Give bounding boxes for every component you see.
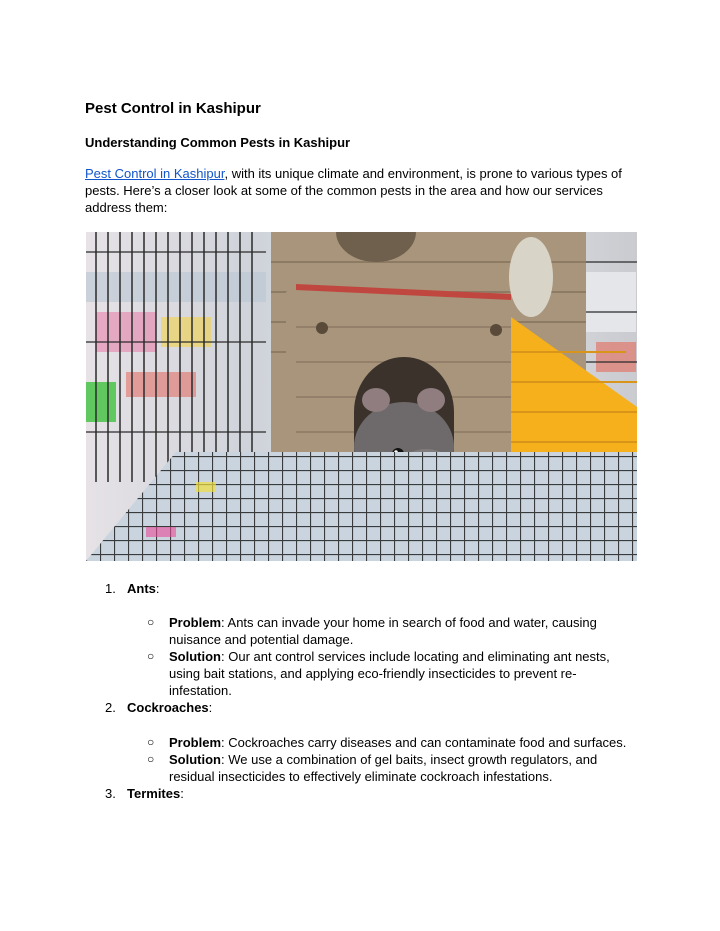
bullet-circle-icon: ○ [147, 615, 155, 629]
intro-text: , with its unique climate and environment, is prone to various types of pests. Here’s a closer look at some of the common pests in the area and how our services address them: [85, 166, 622, 215]
rat-in-house-photo [86, 232, 637, 561]
document-page: Pest Control in Kashipur Understanding Common Pests in Kashipur Pest Control in Kashipur, with its unique climate and environment, is prone to various types of pests. Here’s a closer look at some of the common pests in the area and how our services address them: 1. Ants: ○ Problem: Ants can invade your home in search of food and water, causing nuisance and potential damage. ○ Solution: Our ant control services include locating and eliminating ant nests, using bait stations, and applying eco-friendly insecticides to prevent re-infestation. 2. Cockroaches: ○ Problem: Cockroaches carry diseases and can contaminate food and surfaces. ○ Solution: We use a combination of gel baits, insect growth regulators, and residual insecticides to effectively eliminate cockroach infestations. 3. Termites: [0, 0, 720, 931]
list-number: 3. [105, 786, 116, 801]
bullet-circle-icon: ○ [147, 752, 155, 766]
list-number: 1. [105, 581, 116, 596]
section-subtitle: Understanding Common Pests in Kashipur [85, 135, 351, 150]
list-number: 2. [105, 700, 116, 715]
photo-illustration [86, 232, 637, 561]
bullet-circle-icon: ○ [147, 735, 155, 749]
intro-link[interactable]: Pest Control in Kashipur [85, 166, 225, 181]
list-item-title: Termites: [127, 786, 184, 801]
intro-paragraph [85, 165, 640, 216]
page-title: Pest Control in Kashipur [85, 100, 261, 117]
list-item-title: Ants: [127, 581, 160, 596]
list-item-title: Cockroaches: [127, 700, 213, 715]
bullet-circle-icon: ○ [147, 649, 155, 663]
